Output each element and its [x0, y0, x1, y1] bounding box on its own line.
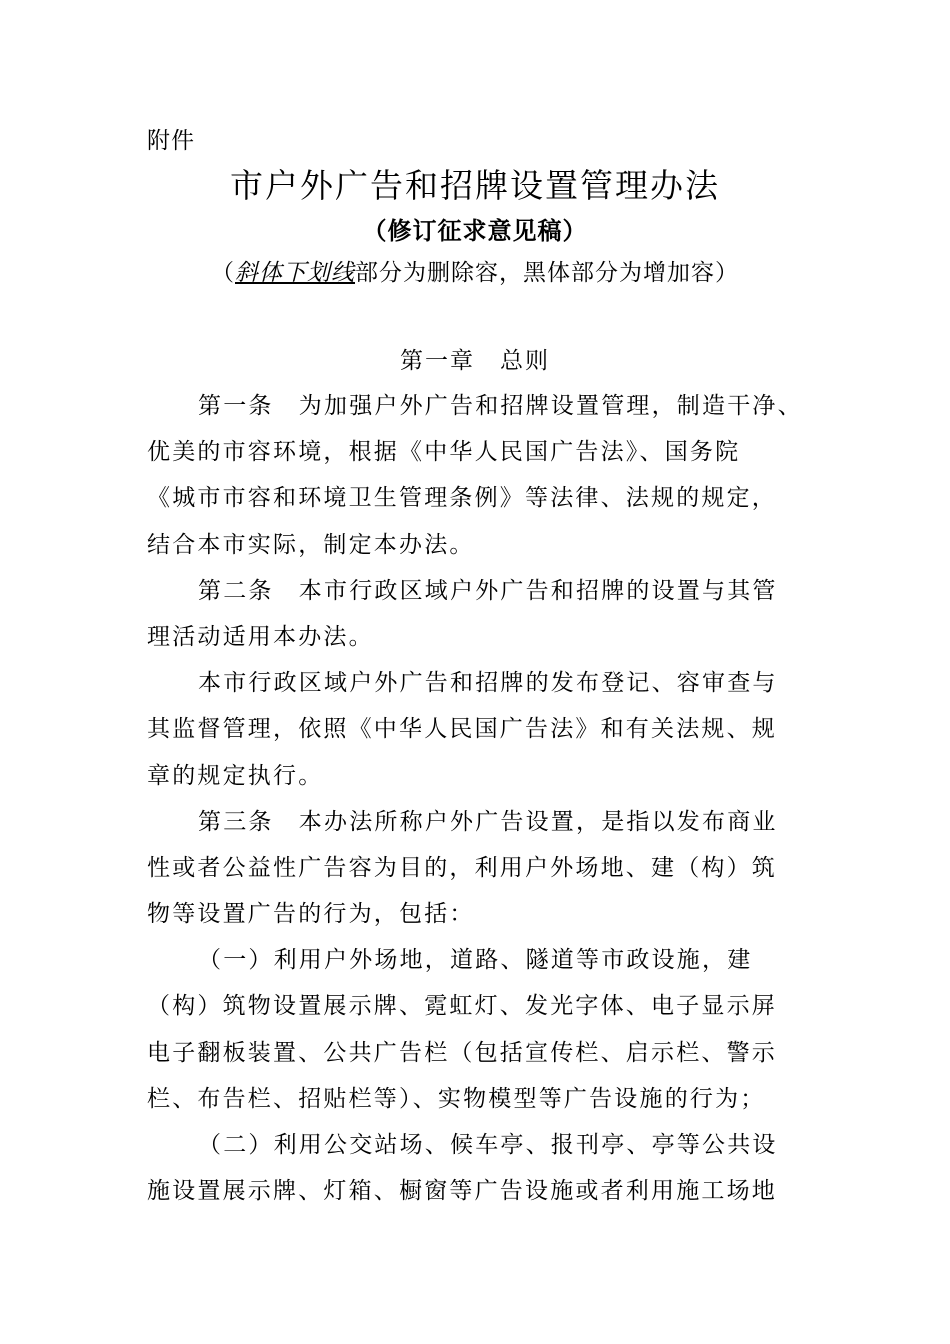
- note-open-paren: （: [211, 260, 235, 286]
- note-text: 部分为删除容，黑体部分为增加容）: [355, 260, 739, 286]
- revision-note: [0, 254, 950, 287]
- body-line: 性或者公益性广告容为目的，利用户外场地、建（构）筑: [147, 855, 777, 881]
- body-line: 章的规定执行。: [147, 763, 324, 789]
- body-line: 其监督管理，依照《中华人民国广告法》和有关法规、规: [147, 716, 777, 742]
- body-line: 物等设置广告的行为，包括：: [147, 901, 475, 927]
- body-line: 第三条 本办法所称户外广告设置，是指以发布商业: [198, 809, 778, 835]
- attachment-label: 附件: [147, 128, 195, 154]
- chapter-heading: 第一章 总则: [400, 348, 550, 374]
- body-line: 施设置展示牌、灯箱、橱窗等广告设施或者利用施工场地: [147, 1178, 777, 1204]
- body-line: 《城市市容和环境卫生管理条例》等法律、法规的规定，: [147, 485, 777, 511]
- body-line: 栏、布告栏、招贴栏等）、实物模型等广告设施的行为；: [147, 1086, 766, 1112]
- body-line: 本市行政区域户外广告和招牌的发布登记、容审查与: [198, 670, 778, 696]
- body-line: （二）利用公交站场、候车亭、报刊亭、亭等公共设: [198, 1132, 778, 1158]
- body-line: 结合本市实际，制定本办法。: [147, 532, 475, 558]
- body-line: 优美的市容环境，根据《中华人民国广告法》、国务院: [147, 439, 741, 465]
- body-line: 理活动适用本办法。: [147, 624, 374, 650]
- body-line: （一）利用户外场地，道路、隧道等市政设施，建: [198, 947, 753, 973]
- deleted-style-example: 斜体下划线: [235, 260, 355, 286]
- body-line: （构）筑物设置展示牌、霓虹灯、发光字体、电子显示屏: [147, 993, 777, 1019]
- document-title: 市户外广告和招牌设置管理办法: [230, 166, 720, 205]
- body-line: 第二条 本市行政区域户外广告和招牌的设置与其管: [198, 578, 778, 604]
- document-subtitle: （修订征求意见稿）: [362, 216, 588, 245]
- body-line: 电子翻板装置、公共广告栏（包括宣传栏、启示栏、警示: [147, 1040, 777, 1066]
- body-line: 第一条 为加强户外广告和招牌设置管理，制造干净、: [198, 393, 803, 419]
